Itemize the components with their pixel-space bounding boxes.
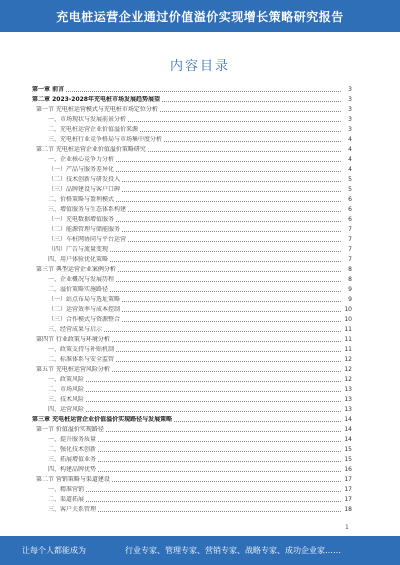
toc-entry[interactable] <box>32 264 352 274</box>
footer-slogan-right: 行业专家、管理专家、营销专家、战略专家、成功企业家…… <box>125 546 341 555</box>
toc-entry[interactable] <box>32 404 352 414</box>
toc-entry[interactable] <box>32 444 352 454</box>
toc-entry[interactable] <box>32 434 352 444</box>
toc-leader-dots <box>86 411 341 412</box>
toc-entry[interactable] <box>32 374 352 384</box>
toc-entry[interactable] <box>32 344 352 354</box>
toc-entry[interactable] <box>32 84 352 94</box>
toc-entry-label: 一、政策风险 <box>48 376 85 383</box>
toc-entry-page: 15 <box>344 446 352 453</box>
toc-entry-label: 二、强化技术创新 <box>48 446 97 453</box>
toc-entry[interactable] <box>32 464 352 474</box>
toc-leader-dots <box>122 311 341 312</box>
toc-entry-page: 4 <box>348 156 352 163</box>
toc-entry[interactable] <box>32 494 352 504</box>
toc-entry-page: 3 <box>348 126 352 133</box>
toc-entry-page: 14 <box>344 436 352 443</box>
toc-entry-label: （三）合作模式与资源整合 <box>48 316 121 323</box>
toc-entry-label: 二、标准体系与安全监管 <box>48 356 115 363</box>
toc-entry-page: 16 <box>344 466 352 473</box>
toc-leader-dots <box>98 451 341 452</box>
toc-entry-page: 7 <box>348 236 352 243</box>
toc-entry-label: 第二节 营销策略与渠道建设 <box>36 476 110 483</box>
toc-entry-page: 8 <box>348 266 352 273</box>
toc-entry-label: （二）运营效率与成本控制 <box>48 306 121 313</box>
toc-entry-page: 9 <box>348 286 352 293</box>
toc-entry[interactable] <box>32 124 352 134</box>
toc-entry[interactable] <box>32 244 352 254</box>
toc-entry-page: 3 <box>348 106 352 113</box>
toc-entry-label: （三）品牌建设与客户口碑 <box>48 186 121 193</box>
toc-entry-page: 7 <box>348 246 352 253</box>
toc-leader-dots <box>122 191 341 192</box>
toc-leader-dots <box>86 501 341 502</box>
toc-entry-label: 三、技术风险 <box>48 396 85 403</box>
toc-entry-page: 7 <box>348 226 352 233</box>
toc-entry-page: 13 <box>344 396 352 403</box>
toc-entry[interactable] <box>32 154 352 164</box>
toc-leader-dots <box>116 351 341 352</box>
toc-leader-dots <box>118 271 341 272</box>
toc-entry-label: 第一节 充电桩运营模式与充电桩市场定位分析 <box>36 106 158 113</box>
toc-entry[interactable] <box>32 504 352 514</box>
toc-leader-dots <box>110 251 341 252</box>
toc-entry-label: （三）车桩网协同与平台运营 <box>48 236 127 243</box>
toc-entry-page: 11 <box>344 326 352 333</box>
toc-leader-dots <box>122 181 341 182</box>
toc-leader-dots <box>86 401 341 402</box>
toc-entry[interactable] <box>32 294 352 304</box>
toc-entry[interactable] <box>32 364 352 374</box>
toc-entry-page: 5 <box>348 186 352 193</box>
toc-leader-dots <box>162 101 341 102</box>
toc-entry[interactable] <box>32 94 352 104</box>
toc-entry-label: 第二节 充电桩运营企业价值溢价策略研究 <box>36 146 146 153</box>
toc-entry-label: 四、用户体验优化策略 <box>48 256 109 263</box>
toc-entry[interactable] <box>32 164 352 174</box>
toc-leader-dots <box>116 161 341 162</box>
toc-entry-label: 一、精准营销 <box>48 486 85 493</box>
toc-entry-page: 7 <box>348 256 352 263</box>
toc-entry[interactable] <box>32 474 352 484</box>
toc-entry-page: 15 <box>344 456 352 463</box>
toc-leader-dots <box>122 301 341 302</box>
toc-entry[interactable] <box>32 104 352 114</box>
toc-entry-label: 三、拓展增值业务 <box>48 456 97 463</box>
toc-entry-page: 14 <box>344 426 352 433</box>
toc-entry-page: 11 <box>344 346 352 353</box>
toc-entry[interactable] <box>32 274 352 284</box>
toc-entry-page: 5 <box>348 176 352 183</box>
toc-leader-dots <box>106 431 341 432</box>
toc-leader-dots <box>86 491 341 492</box>
toc-entry[interactable] <box>32 304 352 314</box>
toc-leader-dots <box>122 231 341 232</box>
toc-entry-label: 二、充电桩运营企业价值溢价来源 <box>48 126 139 133</box>
toc-entry-label: 第三章 充电桩运营企业价值溢价实现路径与发展策略 <box>32 416 173 423</box>
toc-entry[interactable] <box>32 454 352 464</box>
toc-entry-page: 17 <box>344 476 352 483</box>
toc-leader-dots <box>128 241 341 242</box>
toc-entry-label: 二、价格策略与盈利模式 <box>48 196 115 203</box>
toc-entry-label: 第一章 前言 <box>32 86 65 93</box>
toc-entry-page: 17 <box>344 496 352 503</box>
toc-entry-page: 4 <box>348 146 352 153</box>
toc-entry-page: 3 <box>348 96 352 103</box>
toc-entry[interactable] <box>32 144 352 154</box>
toc-entry-page: 4 <box>348 166 352 173</box>
toc-entry-label: （二）能源管理与储能服务 <box>48 226 121 233</box>
toc-entry-page: 18 <box>344 506 352 513</box>
toc-entry-label: 二、渠道拓展 <box>48 496 85 503</box>
toc-entry-page: 11 <box>344 336 352 343</box>
toc-entry[interactable] <box>32 384 352 394</box>
toc-entry[interactable] <box>32 174 352 184</box>
toc-entry[interactable] <box>32 114 352 124</box>
toc-entry-label: 四、构建品牌优势 <box>48 466 97 473</box>
toc-entry-label: 第五节 充电桩运营风险分析 <box>36 366 110 373</box>
toc-leader-dots <box>148 151 341 152</box>
toc-leader-dots <box>112 341 341 342</box>
toc-entry[interactable] <box>32 184 352 194</box>
toc-leader-dots <box>122 321 341 322</box>
toc-entry[interactable] <box>32 194 352 204</box>
toc-leader-dots <box>110 291 341 292</box>
toc-entry-label: 第四节 行业政策与环境分析 <box>36 336 110 343</box>
toc-entry-page: 9 <box>348 296 352 303</box>
toc-entry[interactable] <box>32 134 352 144</box>
toc-leader-dots <box>98 441 341 442</box>
toc-entry[interactable] <box>32 254 352 264</box>
toc-entry-label: 二、溢价策略实施路径 <box>48 286 109 293</box>
toc-entry-label: 第三节 典型运营企业案例分析 <box>36 266 116 273</box>
toc-entry[interactable] <box>32 424 352 434</box>
toc-entry-label: 四、运营风险 <box>48 406 85 413</box>
toc-entry-page: 6 <box>348 216 352 223</box>
toc-entry-label: （一）站点布局与选址策略 <box>48 296 121 303</box>
toc-entry[interactable] <box>32 204 352 214</box>
toc-entry-page: 8 <box>348 276 352 283</box>
toc-entry-page: 4 <box>348 136 352 143</box>
toc-entry[interactable] <box>32 334 352 344</box>
toc-title: 内容目录 <box>169 59 230 74</box>
toc-entry-page: 3 <box>348 116 352 123</box>
toc-entry[interactable] <box>32 314 352 324</box>
toc-entry-label: 第二章 2023-2028年充电桩市场发展趋势展望 <box>32 96 160 103</box>
toc-leader-dots <box>128 211 341 212</box>
toc-entry-label: 一、政策支持与补贴机制 <box>48 346 115 353</box>
toc-leader-dots <box>98 511 341 512</box>
toc-entry-label: 一、市场现状与发展前景分析 <box>48 116 127 123</box>
toc-leader-dots <box>66 91 341 92</box>
toc-entry-label: 三、充电桩行业竞争格局与市场集中度分析 <box>48 136 163 143</box>
toc-entry-label: 二、市场风险 <box>48 386 85 393</box>
toc-leader-dots <box>128 121 341 122</box>
toc-entry-page: 12 <box>344 356 352 363</box>
toc-leader-dots <box>140 131 341 132</box>
table-of-contents <box>32 84 352 514</box>
toc-entry-page: 17 <box>344 486 352 493</box>
toc-entry-label: 一、提升服务质量 <box>48 436 97 443</box>
toc-entry[interactable] <box>32 214 352 224</box>
toc-leader-dots <box>116 171 341 172</box>
toc-leader-dots <box>160 111 341 112</box>
toc-leader-dots <box>112 481 341 482</box>
toc-entry-label: （一）产品与服务差异化 <box>48 166 115 173</box>
toc-entry[interactable] <box>32 224 352 234</box>
toc-leader-dots <box>112 371 341 372</box>
toc-entry[interactable] <box>32 234 352 244</box>
toc-leader-dots <box>116 221 341 222</box>
toc-entry-page: 14 <box>344 416 352 423</box>
toc-leader-dots <box>110 261 341 262</box>
toc-entry-label: （四）广告与流量变现 <box>48 246 109 253</box>
toc-entry-page: 6 <box>348 196 352 203</box>
toc-entry-label: 一、企业核心竞争力分析 <box>48 156 115 163</box>
toc-leader-dots <box>86 381 341 382</box>
toc-leader-dots <box>98 461 341 462</box>
toc-entry[interactable] <box>32 324 352 334</box>
toc-entry-label: （一）充电数据增值服务 <box>48 216 115 223</box>
toc-entry-page: 12 <box>344 366 352 373</box>
toc-leader-dots <box>104 331 341 332</box>
toc-entry-label: 三、增值服务与生态体系构建 <box>48 206 127 213</box>
toc-entry-page: 3 <box>348 86 352 93</box>
toc-leader-dots <box>164 141 341 142</box>
toc-entry[interactable] <box>32 394 352 404</box>
footer-bar <box>0 536 400 565</box>
toc-entry-label: 一、企业概况与发展历程 <box>48 276 115 283</box>
toc-leader-dots <box>116 281 341 282</box>
toc-entry[interactable] <box>32 414 352 424</box>
page-number: 1 <box>345 524 349 531</box>
toc-entry-label: 三、经营成果与启示 <box>48 326 103 333</box>
toc-entry-page: 13 <box>344 386 352 393</box>
report-title: 充电桩运营企业通过价值溢价实现增长策略研究报告 <box>56 10 344 24</box>
toc-entry-label: 三、客户关系管理 <box>48 506 97 513</box>
toc-leader-dots <box>86 391 341 392</box>
toc-entry[interactable] <box>32 484 352 494</box>
toc-entry[interactable] <box>32 284 352 294</box>
toc-entry-label: （二）技术创新与研发投入 <box>48 176 121 183</box>
header-bar <box>0 0 400 32</box>
toc-leader-dots <box>98 471 341 472</box>
footer-slogan-left: 让每个人都能成为 <box>22 546 86 555</box>
toc-leader-dots <box>116 201 341 202</box>
toc-entry-page: 12 <box>344 376 352 383</box>
toc-leader-dots <box>174 421 341 422</box>
toc-leader-dots <box>116 361 341 362</box>
toc-entry-page: 10 <box>344 306 352 313</box>
toc-entry-page: 6 <box>348 206 352 213</box>
toc-entry-page: 13 <box>344 406 352 413</box>
toc-entry-page: 10 <box>344 316 352 323</box>
toc-entry-label: 第一节 价值溢价实现路径 <box>36 426 104 433</box>
toc-entry[interactable] <box>32 354 352 364</box>
